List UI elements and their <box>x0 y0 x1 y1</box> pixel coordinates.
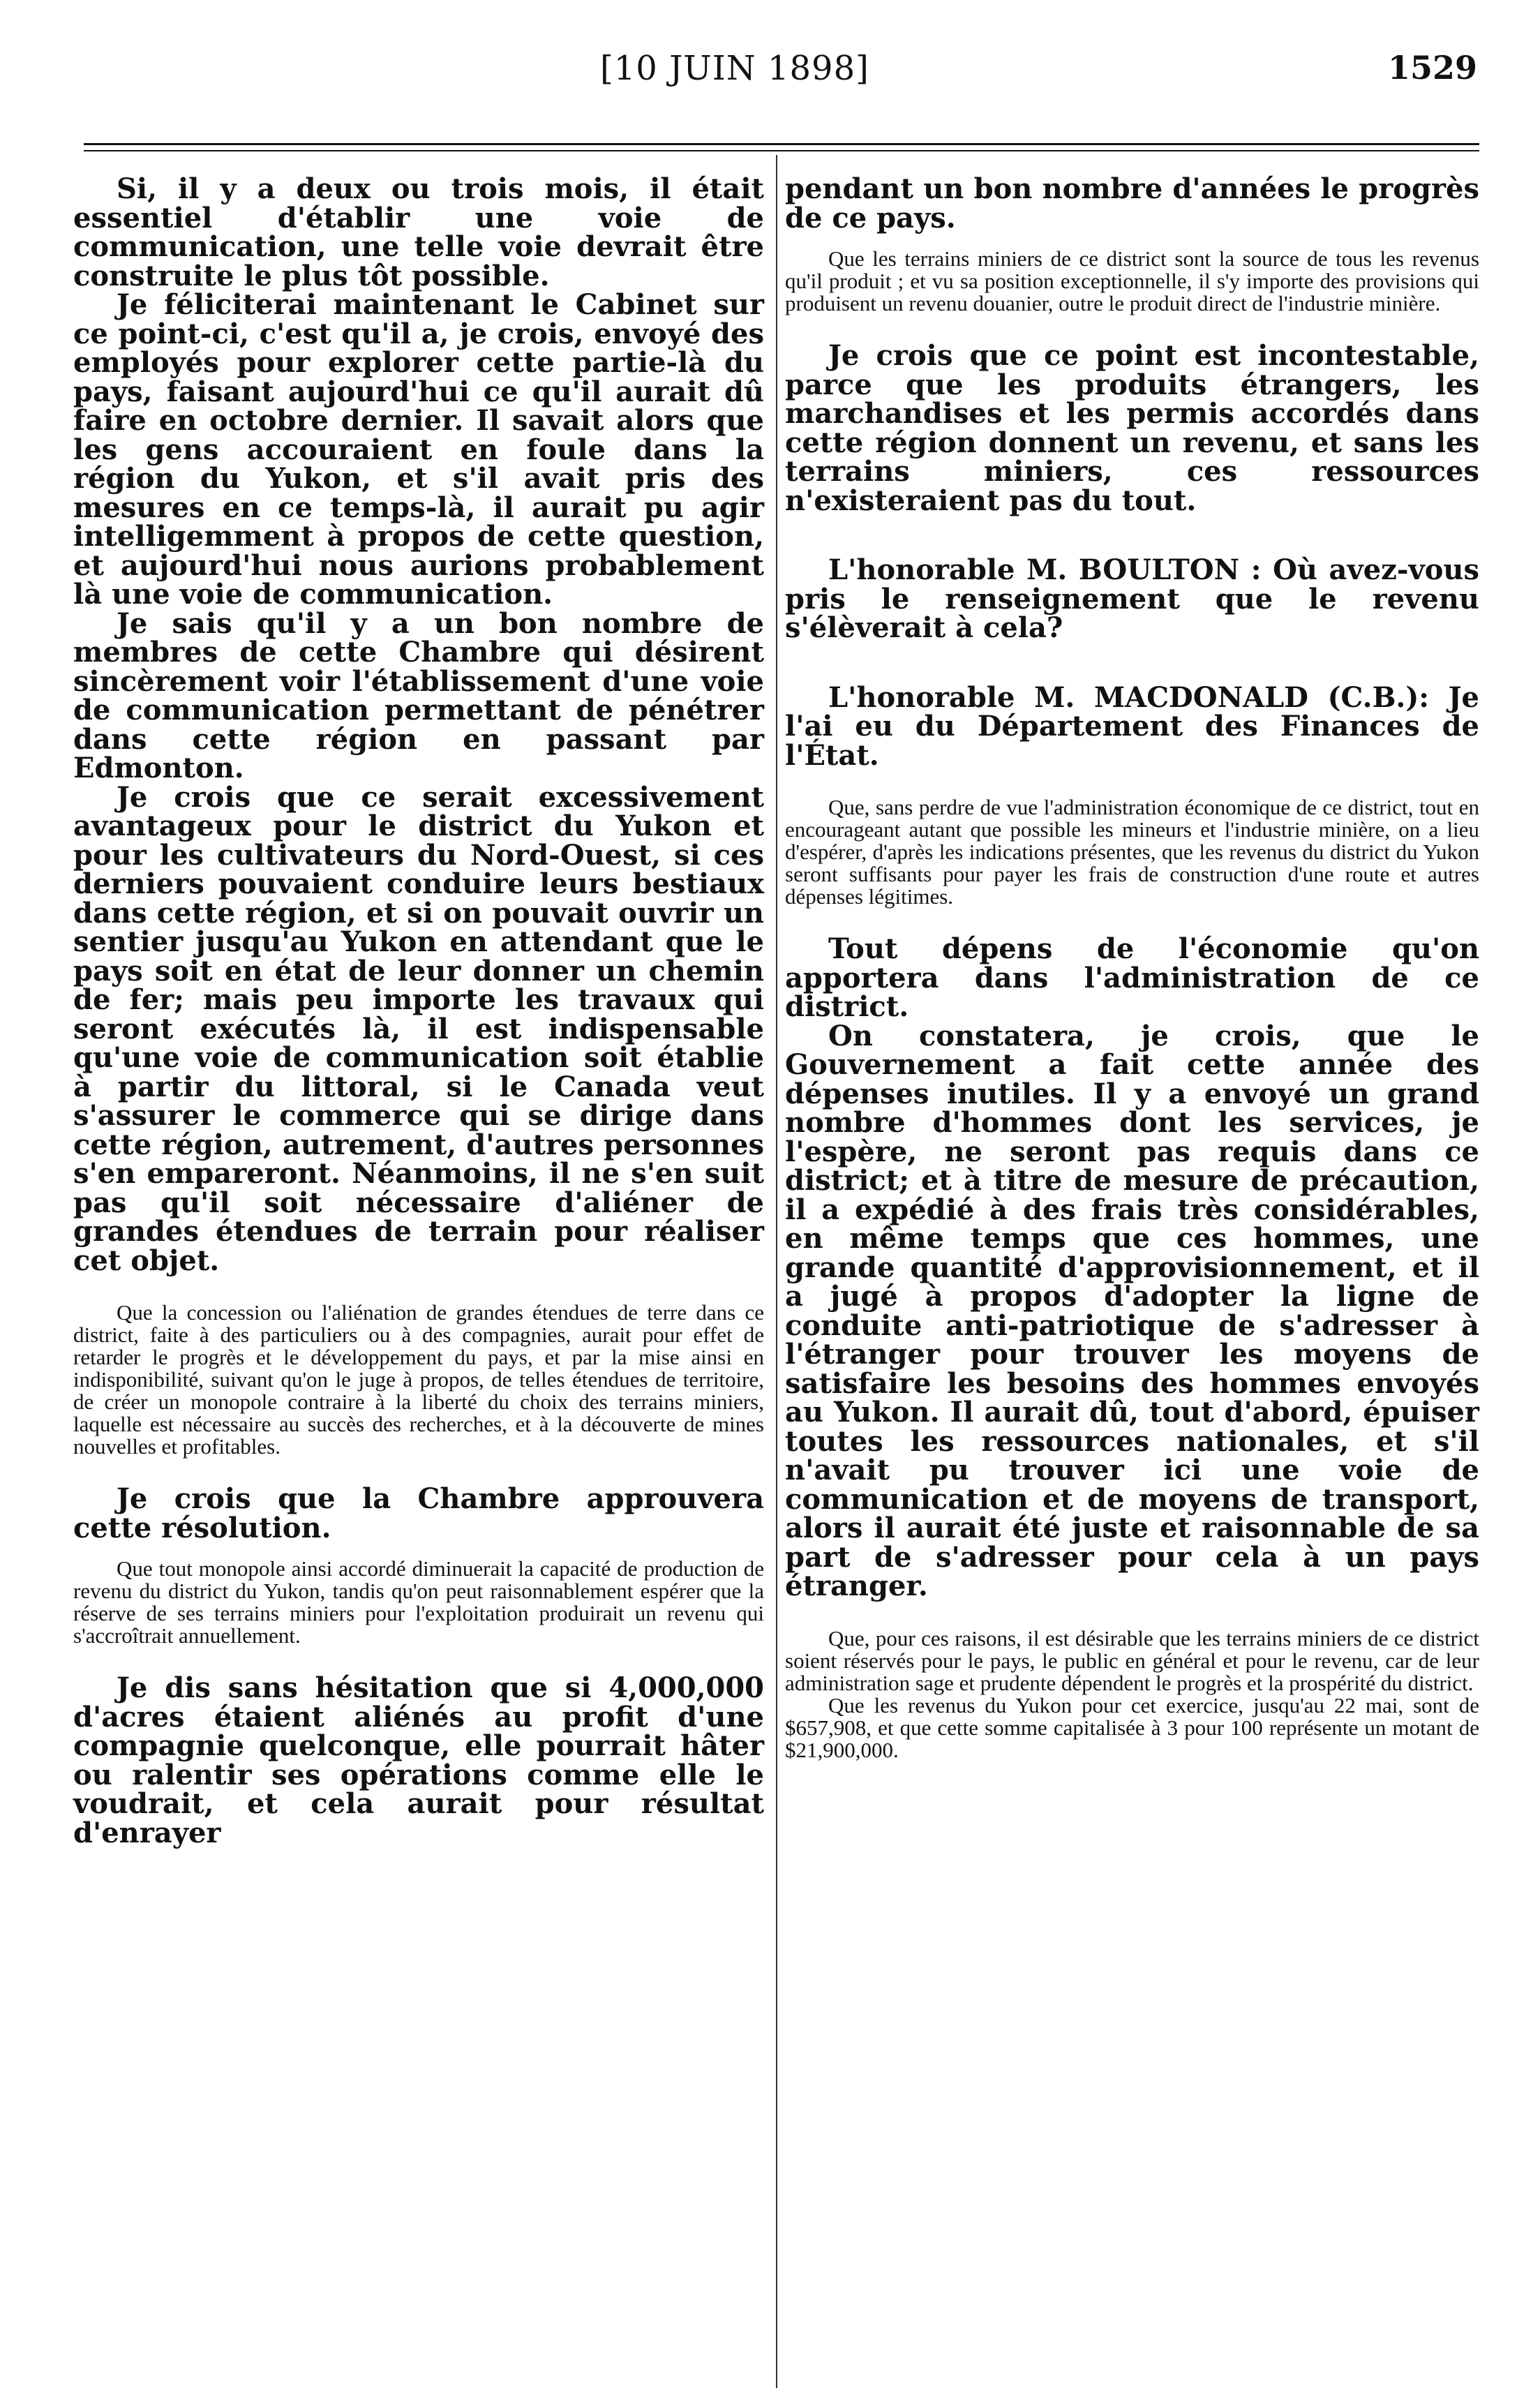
speaker-paragraph <box>785 680 1479 772</box>
motion-clause: Que, sans perdre de vue l'administration économique de ce district, tout en encourageant autant que possible les mineurs et l'industrie minière, on a lieu d'espérer, d'après les indications présentes, que les revenus du district du Yukon seront suffisants pour payer les frais de construction d'une route et autres dépenses légitimes. <box>785 795 1479 909</box>
speaker-name: L'honorable M. MACDONALD (C.B.): <box>828 680 1430 714</box>
speaker-paragraph <box>785 553 1480 644</box>
speech-text: Où avez-vous pris le renseignement que le revenu s'élèverait à cela? <box>785 553 1480 644</box>
paragraph: Je sais qu'il y a un bon nombre de membres de cette Chambre qui désirent sincèrement voir l'établissement d'une voie de communication permettant de pénétrer dans cette région en passant par Edmonton. <box>73 606 764 784</box>
paragraph: Je crois que la Chambre approuvera cette résolution. <box>73 1482 764 1544</box>
paragraph: Si, il y a deux ou trois mois, il était essentiel d'établir une voie de communication, une telle voie devrait être construite le plus tôt possible. <box>73 172 764 292</box>
column-divider <box>776 155 777 2388</box>
paragraph: Je féliciterai maintenant le Cabinet sur ce point-ci, c'est qu'il a, je crois, envoyé des employés pour explorer cette partie-là du pays, faisant aujourd'hui ce qu'il aurait dû faire en octobre dernier. Il savait alors que les gens accouraient en foule dans la région du Yukon, et s'il avait pris des mesures en ce temps-là, il aurait pu agir intelligemment à propos de cette question, et aujourd'hui nous aurions probablement là une voie de communication. <box>73 288 764 611</box>
page-header <box>0 49 1540 105</box>
page-number: 1529 <box>1387 49 1477 87</box>
speech-text: Je l'ai eu du Département des Finances de l'État. <box>785 680 1479 772</box>
paragraph: pendant un bon nombre d'années le progrès de ce pays. <box>785 172 1479 234</box>
header-rule-top <box>84 143 1479 145</box>
paragraph: Je dis sans hésitation que si 4,000,000 d'acres étaient aliénés au profit d'une compagnie quelconque, elle pourrait hâter ou ralentir ses opérations comme elle le voudrait, et cela aurait pour résultat d'enrayer <box>73 1671 764 1849</box>
paragraph: Tout dépens de l'économie qu'on apportera dans l'administration de ce district. <box>785 932 1479 1023</box>
motion-clause: Que, pour ces raisons, il est désirable que les terrains miniers de ce district soient réservés pour le pays, le public en général et pour le revenu, car de leur administration sage et prudente dépendent le progrès et la prospérité du district. <box>785 1625 1479 1695</box>
header-date: [10 JUIN 1898] <box>600 49 869 88</box>
speaker-name: L'honorable M. BOULTON : <box>828 553 1262 586</box>
paragraph: On constatera, je crois, que le Gouvernement a fait cette année des dépenses inutiles. Il y a envoyé un grand nombre d'hommes dont les services, je l'espère, ne seront pas requis dans ce district; et à titre de mesure de précaution, il a expédié à des frais très considérables, en même temps que ces hommes, une grande quantité d'approvisionnement, et il a jugé à propos d'adopter la ligne de conduite anti-patriotique de s'adresser à l'étranger pour trouver les moyens de satisfaire les besoins des hommes envoyés au Yukon. Il aurait dû, tout d'abord, épuiser toutes les ressources nationales, et s'il n'avait pu trouver ici une voie de communication et de moyens de transport, alors il aurait été juste et raisonnable de sa part de s'adresser pour cela à un pays étranger. <box>785 1019 1479 1602</box>
paragraph: Je crois que ce point est incontestable, parce que les produits étrangers, les marchandises et les permis accordés dans cette région donnent un revenu, et sans les terrains miniers, ces ressources n'existeraient pas du tout. <box>785 339 1479 517</box>
motion-clause: Que les terrains miniers de ce district sont la source de tous les revenus qu'il produit ; et vu sa position exceptionnelle, il s'y importe des provisions qui produisent un revenu douanier, outre le produit direct de l'industrie minière. <box>785 246 1479 315</box>
paragraph: Je crois que ce serait excessivement avantageux pour le district du Yukon et pour les cultivateurs du Nord-Ouest, si ces derniers pouvaient conduire leurs bestiaux dans cette région, et si on pouvait ouvrir un sentier jusqu'au Yukon en attendant que le pays soit en état de leur donner un chemin de fer; mais peu importe les travaux qui seront exécutés là, il est indispensable qu'une voie de communication soit établie à partir du littoral, si le Canada veut s'assurer le commerce qui se dirige dans cette région, autrement, d'autres personnes s'en empareront. Néanmoins, il ne s'en suit pas qu'il soit nécessaire d'aliéner de grandes étendues de terrain pour réaliser cet objet. <box>73 780 764 1277</box>
left-column <box>73 174 764 1847</box>
motion-clause: Que la concession ou l'aliénation de grandes étendues de terre dans ce district, faite à des particuliers ou à des compagnies, aurait pour effet de retarder le progrès et le développement du pays, et par la mise ainsi en indisponibilité, suivant qu'on le juge à propos, de telles étendues de territoire, de créer un monopole contraire à la liberté du choix des terrains miniers, laquelle est nécessaire au succès des recherches, et à la découverte de mines nouvelles et profitables. <box>73 1300 764 1459</box>
motion-clause: Que tout monopole ainsi accordé diminuerait la capacité de production de revenu du district du Yukon, tandis qu'on peut raisonnablement espérer que la réserve de ses terrains miniers pour l'exploitation produirait un revenu qui s'accroîtrait annuellement. <box>73 1556 764 1648</box>
header-rule-bottom <box>84 150 1479 151</box>
right-column <box>785 174 1479 1761</box>
motion-clause: Que les revenus du Yukon pour cet exercice, jusqu'au 22 mai, sont de $657,908, et que cette somme capitalisée à 3 pour 100 représente un motant de $21,900,000. <box>785 1692 1479 1762</box>
